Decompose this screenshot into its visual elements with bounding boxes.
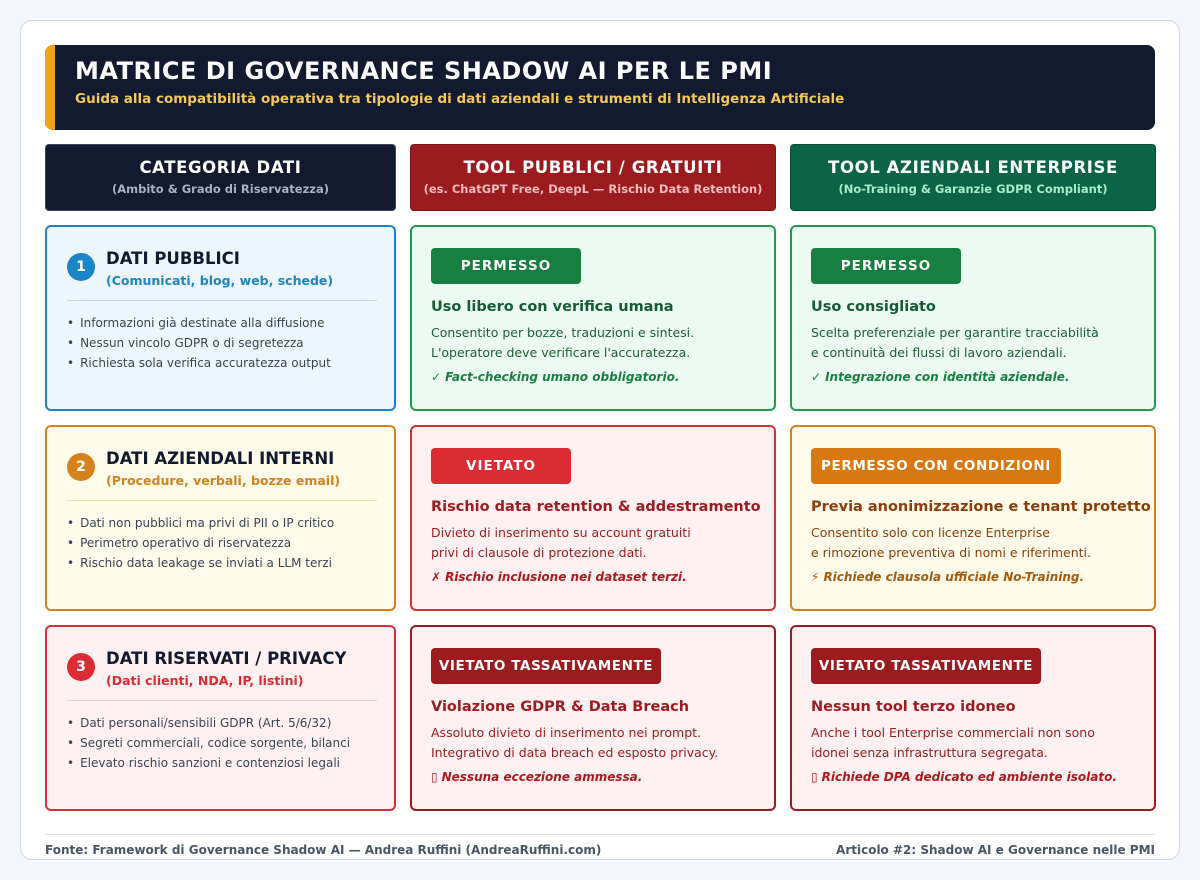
list-item: • Rischio data leakage se inviati a LLM terzi [67,553,334,573]
check-icon: ✓ [431,370,442,384]
cell-note [431,370,679,384]
cell-description [811,523,1091,563]
category-subtitle: (Procedure, verbali, bozze email) [106,473,341,488]
cell-note-text: Richiede DPA dedicato ed ambiente isolato. [821,770,1117,784]
column-header-title: CATEGORIA DATI [139,158,302,177]
category-number-badge: 1 [67,253,95,281]
list-item: • Segreti commerciali, codice sorgente, bilanci [67,733,350,753]
cell-title: Rischio data retention & addestramento [431,499,761,515]
cell-description-line: idonei senza infrastruttura segregata. [811,745,1048,760]
column-header-title: TOOL PUBBLICI / GRATUITI [463,158,723,177]
cross-icon: ✗ [431,570,442,584]
cell-note-text: Rischio inclusione nei dataset terzi. [445,570,687,584]
category-divider [67,500,377,501]
column-header-subtitle: (Ambito & Grado di Riservatezza) [111,182,329,196]
cell-note [811,770,1117,784]
list-item: • Richiesta sola verifica accuratezza output [67,353,331,373]
missing-glyph-icon: ▯ [431,770,438,784]
category-divider [67,700,377,701]
cell-description [431,323,694,363]
list-item: • Informazioni già destinate alla diffusione [67,313,331,333]
cell-title: Uso consigliato [811,299,936,315]
category-card-internal-data [45,425,396,611]
column-header-title: TOOL AZIENDALI ENTERPRISE [828,158,1118,177]
column-header-public-tools [410,144,776,211]
category-title: DATI PUBBLICI [106,249,240,268]
list-item: • Dati non pubblici ma privi di PII o IP critico [67,513,334,533]
status-badge: VIETATO TASSATIVAMENTE [431,648,661,684]
category-bullet-list [67,713,350,773]
footer-article: Articolo #2: Shadow AI e Governance nelle PMI [836,843,1155,857]
category-title: DATI AZIENDALI INTERNI [106,449,335,468]
category-title: DATI RISERVATI / PRIVACY [106,649,347,668]
cell-description-line: e continuità dei flussi di lavoro aziendali. [811,345,1067,360]
list-item: • Elevato rischio sanzioni e contenziosi legali [67,753,350,773]
cell-description [431,723,718,763]
cell-description-line: Divieto di inserimento su account gratuiti [431,525,691,540]
cell-confidential-data-public-tools [410,625,776,811]
header-accent-bar [45,45,55,130]
category-subtitle: (Comunicati, blog, web, schede) [106,273,334,288]
cell-note [431,770,642,784]
cell-note-text: Fact-checking umano obbligatorio. [445,370,680,384]
footer-source: Fonte: Framework di Governance Shadow AI — Andrea Ruffini (AndreaRuffini.com) [45,843,602,857]
column-header-category [45,144,396,211]
cell-internal-data-public-tools [410,425,776,611]
status-badge: VIETATO TASSATIVAMENTE [811,648,1041,684]
status-badge: PERMESSO [431,248,581,284]
cell-note-text: Richiede clausola ufficiale No-Training. [823,570,1085,584]
category-card-public-data [45,225,396,411]
cell-description-line: privi di clausole di protezione dati. [431,545,647,560]
status-badge: PERMESSO [811,248,961,284]
column-header-subtitle: (No-Training & Garanzie GDPR Compliant) [838,182,1108,196]
check-icon: ✓ [811,370,822,384]
list-item: • Perimetro operativo di riservatezza [67,533,334,553]
category-bullet-list [67,513,334,573]
cell-public-data-public-tools [410,225,776,411]
column-header-subtitle: (es. ChatGPT Free, DeepL — Rischio Data Retention) [423,182,763,196]
page-header [45,45,1155,130]
cell-note-text: Nessuna eccezione ammessa. [441,770,643,784]
cell-note [811,370,1069,384]
cell-title: Violazione GDPR & Data Breach [431,699,690,715]
cell-description-line: Consentito solo con licenze Enterprise [811,525,1050,540]
cell-description [811,323,1099,363]
cell-description-line: Anche i tool Enterprise commerciali non sono [811,725,1095,740]
footer-divider [45,834,1155,835]
status-badge: VIETATO [431,448,571,484]
cell-note [811,570,1084,584]
cell-note-text: Integrazione con identità aziendale. [825,370,1070,384]
cell-confidential-data-enterprise-tools [790,625,1156,811]
cell-note [431,570,687,584]
cell-description-line: L'operatore deve verificare l'accuratezza. [431,345,691,360]
category-card-confidential-data [45,625,396,811]
cell-internal-data-enterprise-tools [790,425,1156,611]
cell-description-line: e rimozione preventiva di nomi e riferimenti. [811,545,1091,560]
cell-description-line: Integrativo di data breach ed esposto privacy. [431,745,719,760]
page-title: MATRICE DI GOVERNANCE SHADOW AI PER LE PMI [75,57,773,85]
list-item: • Dati personali/sensibili GDPR (Art. 5/6/32) [67,713,350,733]
cell-title: Uso libero con verifica umana [431,299,674,315]
status-badge: PERMESSO CON CONDIZIONI [811,448,1061,484]
list-item: • Nessun vincolo GDPR o di segretezza [67,333,331,353]
category-divider [67,300,377,301]
missing-glyph-icon: ▯ [811,770,818,784]
cell-description-line: Scelta preferenziale per garantire tracciabilità [811,325,1099,340]
cell-title: Nessun tool terzo idoneo [811,699,1016,715]
lightning-icon: ⚡ [811,570,820,584]
cell-description-line: Assoluto divieto di inserimento nei prompt. [431,725,702,740]
category-bullet-list [67,313,331,373]
category-number-badge: 2 [67,453,95,481]
cell-description [431,523,691,563]
cell-title: Previa anonimizzazione e tenant protetto [811,499,1151,515]
page-subtitle: Guida alla compatibilità operativa tra tipologie di dati aziendali e strumenti di Intelligenza Artificiale [75,91,845,107]
cell-description [811,723,1095,763]
category-subtitle: (Dati clienti, NDA, IP, listini) [106,673,304,688]
category-number-badge: 3 [67,653,95,681]
column-header-enterprise-tools [790,144,1156,211]
cell-description-line: Consentito per bozze, traduzioni e sintesi. [431,325,695,340]
cell-public-data-enterprise-tools [790,225,1156,411]
